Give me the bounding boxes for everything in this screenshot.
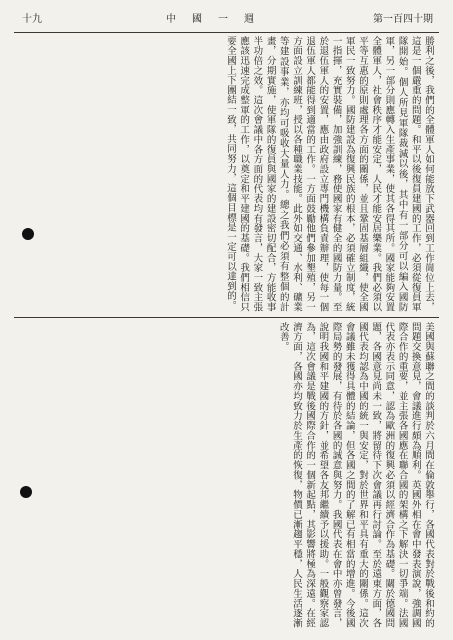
header-rule [14, 32, 439, 33]
page-number: 十九 [22, 14, 42, 25]
journal-title: 中國一週 [166, 14, 270, 25]
section-divider [14, 317, 439, 318]
binding-hole [22, 228, 34, 240]
lower-text-band: 美國與蘇聯之間的談判於六月間在倫敦舉行，各國代表對於戰後和約的問題交換意見，會議進行頗為順利。英國外相在會中發表演說，強調國際合作的重要，並主張各國應在聯合國的架構之下解決一切爭端。法國代表亦表示同意，認為歐洲的復興必須以經濟合作為基礎。關於德國問題，各國意見尚未一致，將留待下次會議再行討論。至於遠東方面，各國代表均認為中國的統一與安定，對於世界和平具有重大的關係。這次會議雖未獲得具體的結論，但各國之間的了解已有相當的增進。今後國際局勢的發展，有待於各國的誠意與努力。我國代表在會中亦曾發言，說明我國和平建國的方針，並希望各友邦繼續予以援助。一般觀察家認為，這次會議是戰後國際合作的一個新起點，其影響將極為深遠。在經濟方面，各國亦均致力於生產的恢復，物價已漸趨平穩，人民生活逐漸改善。 [277, 322, 434, 628]
running-header [16, 8, 437, 32]
issue-number: 第一百四十期 [373, 14, 433, 25]
upper-text-band: 勝利之後，我們的全體軍人如何能放下武器回到工作崗位上去，這是一個嚴重的問題。和平以後復員建國的工作，必須從復員軍隊開始。個人所見軍隊裁減以後，其中有一部分可以編入國防軍，另一部分則應轉入生產事業，使其各得其所。國家能夠安置全體軍人，社會秩序才能安定，人民才能安居樂業。我們必須以平等互惠的原則處理各方面的關係，並且鞏固基層組織，使全國軍民一致努力。國防建設為復興民族的根本，必須確立制度，統一指揮，充實裝備，加強訓練，務使國家有健全的國防力量。至於退伍軍人的安置，應由政府設立專門機構負責辦理，使每一個退伍軍人都能得到適當的工作。一方面鼓勵他們參加墾殖，另一方面設立訓練班，授以各種職業技能。此外如交通、水利、礦業等建設事業，亦均可吸收大量人力。總之我們必須有整個的計畫，分期實施，使軍隊的復員與國家的建設密切配合，方能收事半功倍之效。這次會議中各方面的代表均有發言，大家一致主張應該迅速完成整軍的工作，以奠定和平建國的基礎。我們相信只要全國上下團結一致，共同努力，這個目標是一定可以達到的。 [224, 36, 434, 312]
binding-hole [20, 486, 32, 498]
